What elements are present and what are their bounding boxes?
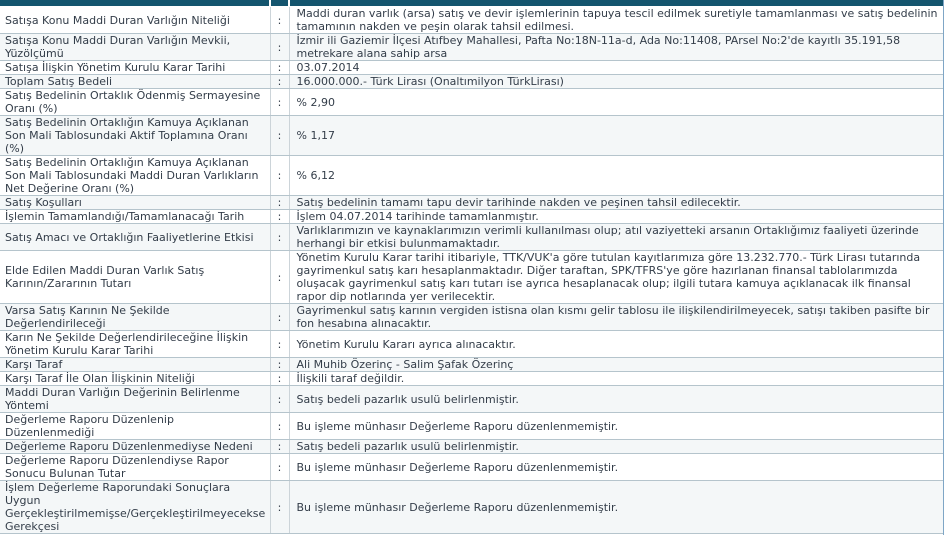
row-separator: : [270, 210, 289, 224]
row-separator: : [270, 440, 289, 454]
row-separator: : [270, 481, 289, 534]
row-label: Değerleme Raporu Düzenlenip Düzenlenmediği [0, 413, 270, 440]
table-row [0, 440, 943, 454]
row-value: Bu işleme münhasır Değerleme Raporu düzenlenmemiştir. [289, 481, 943, 534]
row-value: Bu işleme münhasır Değerleme Raporu düzenlenmemiştir. [289, 413, 943, 440]
table-row [0, 75, 943, 89]
row-value: 03.07.2014 [289, 61, 943, 75]
table-row [0, 413, 943, 440]
table-row [0, 156, 943, 196]
row-separator: : [270, 358, 289, 372]
row-label: Satışa İlişkin Yönetim Kurulu Karar Tarihi [0, 61, 270, 75]
row-label: Değerleme Raporu Düzenlendiyse Rapor Sonucu Bulunan Tutar [0, 454, 270, 481]
row-label: Satış Bedelinin Ortaklık Ödenmiş Sermayesine Oranı (%) [0, 89, 270, 116]
table-row [0, 251, 943, 304]
row-separator: : [270, 196, 289, 210]
row-value: Varlıklarımızın ve kaynaklarımızın verimli kullanılması olup; atıl vaziyetteki arsanın Ortaklığımız faaliyeti üzerinde herhangi bir etkisi bulunmamaktadır. [289, 224, 943, 251]
table-row [0, 386, 943, 413]
row-separator: : [270, 454, 289, 481]
row-separator: : [270, 34, 289, 61]
table-row [0, 7, 943, 34]
row-separator: : [270, 251, 289, 304]
row-separator: : [270, 61, 289, 75]
table-row [0, 304, 943, 331]
row-value: İzmir ili Gaziemir İlçesi Atıfbey Mahallesi, Pafta No:18N-11a-d, Ada No:11408, PArsel No:2'de kayıtlı 35.191,58 metrekare alana sahip arsa [289, 34, 943, 61]
row-label: Varsa Satış Karının Ne Şekilde Değerlendirileceği [0, 304, 270, 331]
row-label: Karşı Taraf [0, 358, 270, 372]
row-label: Satışa Konu Maddi Duran Varlığın Mevkii, Yüzölçümü [0, 34, 270, 61]
row-label: İşlemin Tamamlandığı/Tamamlanacağı Tarih [0, 210, 270, 224]
row-label: Maddi Duran Varlığın Değerinin Belirlenme Yöntemi [0, 386, 270, 413]
row-separator: : [270, 331, 289, 358]
table-body [0, 7, 943, 534]
row-separator: : [270, 75, 289, 89]
row-value: 16.000.000.- Türk Lirası (Onaltımilyon TürkLirası) [289, 75, 943, 89]
row-value: Satış bedeli pazarlık usulü belirlenmiştir. [289, 440, 943, 454]
row-separator: : [270, 386, 289, 413]
row-value: % 2,90 [289, 89, 943, 116]
row-value: İşlem 04.07.2014 tarihinde tamamlanmıştır. [289, 210, 943, 224]
row-separator: : [270, 116, 289, 156]
row-value: % 6,12 [289, 156, 943, 196]
row-label: Satışa Konu Maddi Duran Varlığın Niteliği [0, 7, 270, 34]
row-value: Maddi duran varlık (arsa) satış ve devir işlemlerinin tapuya tescil edilmek suretiyle tamamlanması ve satış bedelinin tamamının nakden ve peşin olarak tahsil edilmesi. [289, 7, 943, 34]
table-row [0, 224, 943, 251]
row-label: Karşı Taraf İle Olan İlişkinin Niteliği [0, 372, 270, 386]
table-row [0, 454, 943, 481]
table-row [0, 372, 943, 386]
row-label: Karın Ne Şekilde Değerlendirileceğine İlişkin Yönetim Kurulu Karar Tarihi [0, 331, 270, 358]
table-row [0, 481, 943, 534]
row-value: İlişkili taraf değildir. [289, 372, 943, 386]
row-separator: : [270, 372, 289, 386]
row-label: Satış Bedelinin Ortaklığın Kamuya Açıklanan Son Mali Tablosundaki Maddi Duran Varlıkların Net Değerine Oranı (%) [0, 156, 270, 196]
row-label: Satış Koşulları [0, 196, 270, 210]
table-row [0, 89, 943, 116]
table-row [0, 210, 943, 224]
table-row [0, 196, 943, 210]
row-value: Satış bedeli pazarlık usulü belirlenmiştir. [289, 386, 943, 413]
row-separator: : [270, 89, 289, 116]
row-value: Bu işleme münhasır Değerleme Raporu düzenlenmemiştir. [289, 454, 943, 481]
row-value: Satış bedelinin tamamı tapu devir tarihinde nakden ve peşinen tahsil edilecektir. [289, 196, 943, 210]
table-row [0, 116, 943, 156]
row-label: Değerleme Raporu Düzenlenmediyse Nedeni [0, 440, 270, 454]
row-value: Yönetim Kurulu Kararı ayrıca alınacaktır. [289, 331, 943, 358]
table-row [0, 331, 943, 358]
row-label: Elde Edilen Maddi Duran Varlık Satış Karının/Zararının Tutarı [0, 251, 270, 304]
row-label: Satış Bedelinin Ortaklığın Kamuya Açıklanan Son Mali Tablosundaki Aktif Toplamına Oranı (%) [0, 116, 270, 156]
row-separator: : [270, 413, 289, 440]
row-label: Satış Amacı ve Ortaklığın Faaliyetlerine Etkisi [0, 224, 270, 251]
table-row [0, 34, 943, 61]
row-label: İşlem Değerleme Raporundaki Sonuçlara Uygun Gerçekleştirilmemişse/Gerçekleştirilmeyecekse Gerekçesi [0, 481, 270, 534]
row-separator: : [270, 7, 289, 34]
row-separator: : [270, 304, 289, 331]
row-label: Toplam Satış Bedeli [0, 75, 270, 89]
row-value: Gayrimenkul satış karının vergiden istisna olan kısmı gelir tablosu ile ilişkilendirilmeyecek, satışı takiben pasifte bir fon hesabına alınacaktır. [289, 304, 943, 331]
row-value: Ali Muhib Özerinç - Salim Şafak Özerinç [289, 358, 943, 372]
row-separator: : [270, 156, 289, 196]
table-row [0, 61, 943, 75]
row-value: Yönetim Kurulu Karar tarihi itibariyle, TTK/VUK'a göre tutulan kayıtlarımıza göre 13.232.770.- Türk Lirası tutarında gayrimenkul satış karı hesaplanmaktadır. Diğer taraftan, SPK/TFRS'ye göre hazırlanan finansal tablolarımızda oluşacak gayrimenkul satış karı tutarı ise ayrıca hesaplanacak olup; ilgili tutara kamuya açıklanacak ilk finansal rapor dip notlarında yer verilecektir. [289, 251, 943, 304]
table-row [0, 358, 943, 372]
row-separator: : [270, 224, 289, 251]
row-value: % 1,17 [289, 116, 943, 156]
